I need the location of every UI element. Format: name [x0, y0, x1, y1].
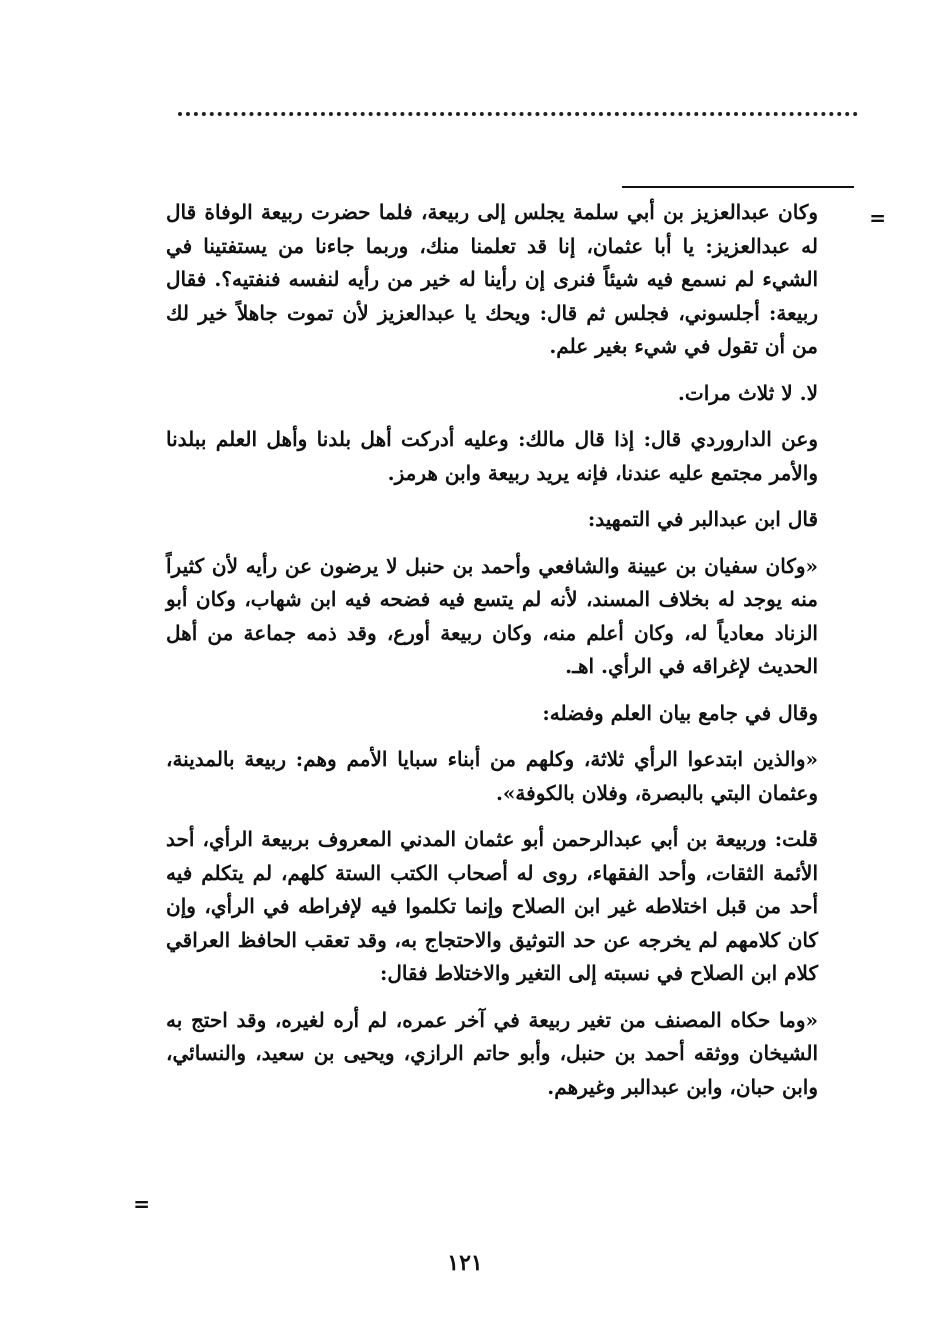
paragraph: وقال في جامع بيان العلم وفضله:	[542, 700, 818, 725]
paragraph: «وما حكاه المصنف من تغير ربيعة في آخر عمره، لم أره لغيره، وقد احتج به الشيخان ووثقه أحمد بن حنبل، وأبو حاتم الرازي، ويحيى بن سعيد، والنسائي، وابن حبان، وابن عبدالبر وغيرهم.	[166, 1007, 818, 1099]
paragraph: «والذين ابتدعوا الرأي ثلاثة، وكلهم من أبناء سبايا الأمم وهم: ربيعة بالمدينة، وعثمان البتي بالبصرة، وفلان بالكوفة».	[166, 747, 818, 805]
dotted-separator	[178, 112, 858, 116]
paragraph: وكان عبدالعزيز بن أبي سلمة يجلس إلى ربيعة، فلما حضرت ربيعة الوفاة قال له عبدالعزيز: يا أبا عثمان، إنا قد تعلمنا منك، وربما جاءنا من يستفتينا في الشيء لم نسمع فيه شيئاً فنرى إن رأينا له خير من رأيه لنفسه فنفتيه؟. فقال ربيعة: أجلسوني، فجلس ثم قال: ويحك يا عبدالعزيز لأن تموت جاهلاً خير لك من أن تقول في شيء بغير علم.	[166, 200, 818, 358]
footnote-rule	[622, 186, 854, 188]
continuation-mark-bottom: =	[133, 1192, 150, 1216]
paragraph: لا. لا ثلاث مرات.	[677, 380, 818, 405]
paragraph: قال ابن عبدالبر في التمهيد:	[587, 507, 818, 531]
footnote-body	[166, 196, 818, 1117]
paragraph: «وكان سفيان بن عيينة والشافعي وأحمد بن حنبل لا يرضون عن رأيه لأن كثيراً منه يوجد له بخلاف المسند، لأنه لم يتسع فيه فضحه فيه ابن شهاب، وكان أبو الزناد معادياً له، وكان أعلم منه، وكان ربيعة أورع، وقد ذمه جماعة من أهل الحديث لإغراقه في الرأي. اهـ.	[166, 553, 818, 678]
paragraph: وعن الداروردي قال: إذا قال مالك: وعليه أدركت أهل بلدنا وأهل العلم ببلدنا والأمر مجتمع عليه عندنا، فإنه يريد ربيعة وابن هرمز.	[166, 427, 818, 485]
page-number: ١٢١	[447, 1250, 483, 1276]
paragraph: قلت: وربيعة بن أبي عبدالرحمن أبو عثمان المدني المعروف بربيعة الرأي، أحد الأئمة الثقات، وأحد الفقهاء، روى له أصحاب الكتب الستة كلهم، لم يتكلم فيه أحد من قبل اختلاطه غير ابن الصلاح وإنما تكلموا فيه لإفراطه في الرأي، وإن كان كلامهم لم يخرجه عن حد التوثيق والاحتجاج به، وقد تعقب الحافظ العراقي كلام ابن الصلاح في نسبته إلى التغير والاختلاط فقال:	[166, 827, 818, 985]
continuation-mark-top: =	[869, 206, 886, 230]
